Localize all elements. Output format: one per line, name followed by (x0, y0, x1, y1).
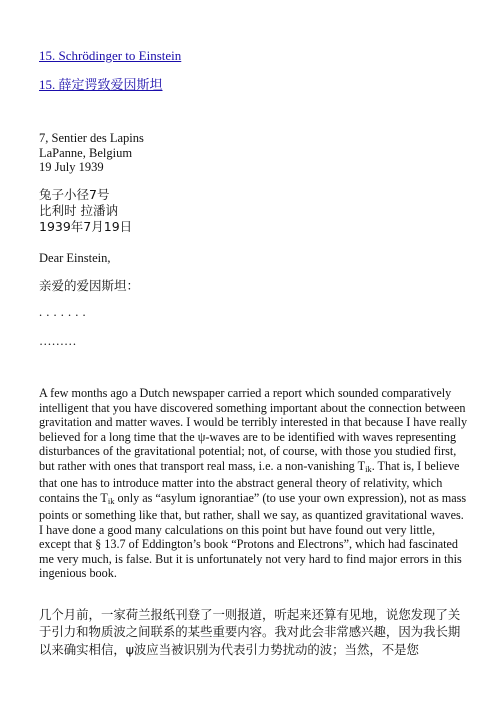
address-line: 兔子小径7号 (39, 187, 110, 202)
ellipsis-english: . . . . . . . (39, 305, 87, 319)
paragraph-text: A few months ago a Dutch newspaper carried a report which sounded comparatively intelligent that you have discovered something important about the connection between gravitation and matter waves. I would be terribly interested in that because I have really believed for a long time that the ψ-waves are to be identified with waves representing disturbances of the gravitational potential; not, of course, with those you studied first, but rather with ones that transport real mass, i.e. a non-vanishing T (39, 386, 468, 473)
address-line: 比利时 拉潘讷 (39, 203, 118, 218)
chapter-link-english[interactable]: 15. Schrödinger to Einstein (39, 48, 182, 63)
sender-address-chinese (39, 187, 132, 235)
address-line: LaPanne, Belgium (39, 145, 133, 160)
date-line: 19 July 1939 (39, 160, 104, 175)
address-line: 7, Sentier des Lapins (39, 131, 144, 145)
salutation-english: Dear Einstein, (39, 251, 111, 265)
date-line: 1939年7月19日 (39, 219, 133, 234)
paragraph-text: only as “asylum ignorantiae” (to use your own expression), not as mass points or something like that, but rather, shall we say, as quantized gravitational waves. I have done a good many calculations on this point but have found out very little, except that § 13.7 of Eddington’s book “Protons and Electrons”, which had fascinated me very much, is false. But it is unfortunately not very hard to find major errors in this ingenious book. (39, 490, 467, 580)
salutation-chinese: 亲爱的爱因斯坦： (39, 278, 140, 293)
body-paragraph-english (39, 386, 469, 581)
body-paragraph-chinese: 几个月前，一家荷兰报纸刊登了一则报道，听起来还算有见地，说您发现了关于引力和物质波之间联系的某些重要内容。我对此会非常感兴趣，因为我长期以来确实相信，ψ波应当被识别为代表引力势扰动的波；当然，不是您 (39, 607, 461, 657)
sender-address-english (39, 131, 144, 175)
subscript: ik (107, 495, 115, 506)
paragraph-text: . That is, I believe that one has to introduce matter into the abstract general theory of relativity, which contains the T (39, 458, 460, 505)
subscript: ik (365, 463, 372, 474)
ellipsis-chinese: ……… (39, 334, 77, 348)
chapter-link-chinese[interactable]: 15. 薛定谔致爱因斯坦 (39, 77, 163, 92)
